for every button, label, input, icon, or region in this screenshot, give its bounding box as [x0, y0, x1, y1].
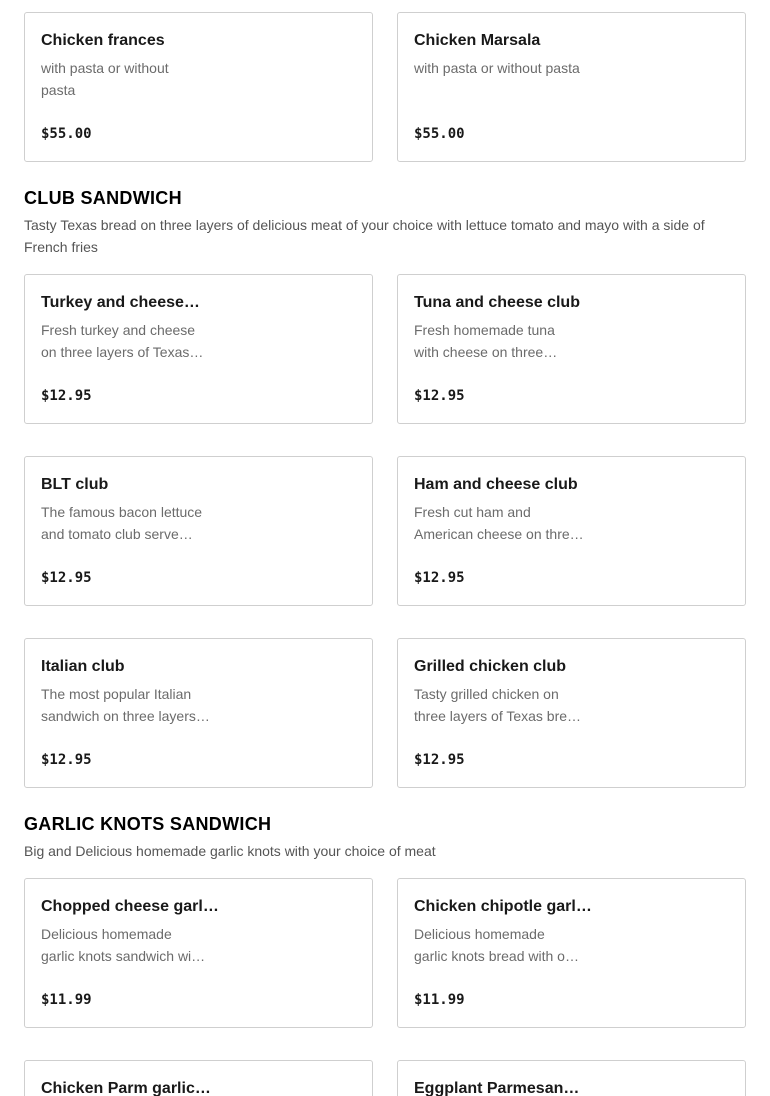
- menu-item-card[interactable]: [24, 274, 373, 424]
- item-price: $12.95: [414, 752, 465, 768]
- menu-item-card[interactable]: [397, 878, 746, 1028]
- item-name: Italian club: [41, 658, 125, 675]
- menu-item-card[interactable]: [397, 274, 746, 424]
- item-description: with pasta or without pasta: [41, 60, 169, 98]
- section-description: Tasty Texas bread on three layers of delicious meat of your choice with lettuce tomato and mayo with a side of French fries: [24, 217, 705, 255]
- menu-item-card[interactable]: [24, 638, 373, 788]
- item-name: Chicken Parm garlic…: [41, 1080, 211, 1096]
- item-description: Delicious homemade garlic knots sandwich wi…: [41, 926, 206, 964]
- item-price: $11.99: [41, 992, 92, 1008]
- menu-item-card[interactable]: [397, 638, 746, 788]
- item-price: $12.95: [41, 388, 92, 404]
- item-name: Ham and cheese club: [414, 476, 578, 493]
- item-price: $12.95: [41, 570, 92, 586]
- item-name: Turkey and cheese…: [41, 294, 200, 311]
- item-description: Fresh homemade tuna with cheese on three…: [414, 322, 558, 360]
- item-price: $12.95: [414, 570, 465, 586]
- item-price: $11.99: [414, 992, 465, 1008]
- section-title: CLUB SANDWICH: [24, 188, 182, 208]
- item-price: $55.00: [414, 126, 465, 142]
- menu-item-card[interactable]: [24, 456, 373, 606]
- menu-item-card[interactable]: [24, 12, 373, 162]
- item-description: Fresh turkey and cheese on three layers of Texas…: [41, 322, 204, 360]
- menu-item-card[interactable]: [397, 12, 746, 162]
- item-name: Chicken chipotle garl…: [414, 898, 592, 915]
- item-name: Chicken frances: [41, 32, 165, 49]
- item-name: Tuna and cheese club: [414, 294, 580, 311]
- item-description: The famous bacon lettuce and tomato club serve…: [41, 504, 203, 542]
- item-description: with pasta or without pasta: [414, 60, 580, 76]
- section-description: Big and Delicious homemade garlic knots with your choice of meat: [24, 843, 436, 859]
- item-price: $55.00: [41, 126, 92, 142]
- item-name: Chicken Marsala: [414, 32, 541, 49]
- item-description: Fresh cut ham and American cheese on thre…: [414, 504, 584, 542]
- menu-item-card[interactable]: [397, 456, 746, 606]
- menu-item-card[interactable]: [24, 878, 373, 1028]
- section-title: GARLIC KNOTS SANDWICH: [24, 814, 272, 834]
- item-name: Eggplant Parmesan…: [414, 1080, 580, 1096]
- item-name: BLT club: [41, 476, 109, 493]
- item-price: $12.95: [414, 388, 465, 404]
- item-price: $12.95: [41, 752, 92, 768]
- item-description: Delicious homemade garlic knots bread with o…: [414, 926, 579, 964]
- item-name: Grilled chicken club: [414, 658, 567, 675]
- menu-item-card[interactable]: [24, 1060, 373, 1096]
- menu-item-card[interactable]: [397, 1060, 746, 1096]
- item-name: Chopped cheese garl…: [41, 898, 219, 915]
- item-description: Tasty grilled chicken on three layers of Texas bre…: [414, 686, 582, 724]
- item-description: The most popular Italian sandwich on three layers…: [41, 686, 210, 724]
